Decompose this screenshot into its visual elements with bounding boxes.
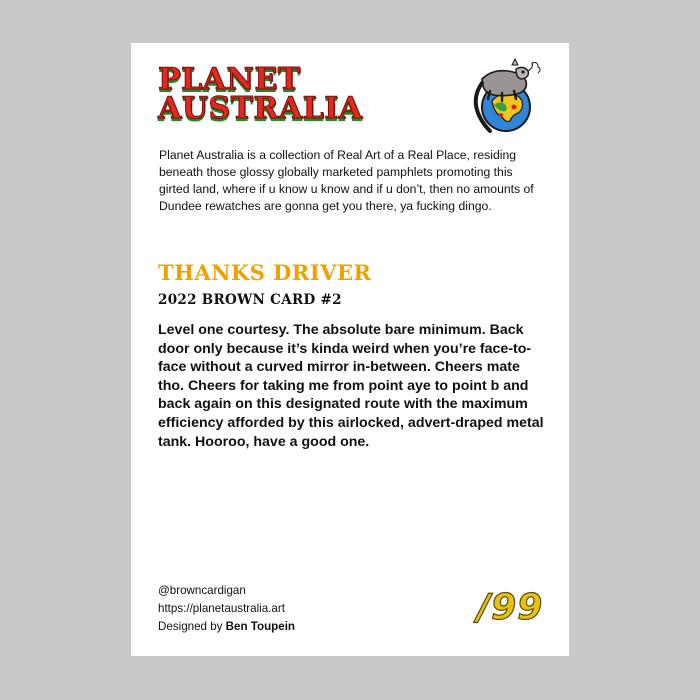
card-footer xyxy=(158,582,295,636)
social-handle: @browncardigan xyxy=(158,584,246,597)
designer-name: Ben Toupein xyxy=(225,620,296,633)
designed-by-label: Designed by xyxy=(158,620,226,633)
brand-line-2: AUSTRALIA xyxy=(158,91,363,126)
card-description: Level one courtesy. The absolute bare minimum. Back door only because it’s kinda weird when you’re face-to-face without a curved mirror in-between. Cheers mate tho. Cheers for taking me from point aye to point b and back again on this designated route with the maximum efficiency afforded by this airlocked, advert-draped metal tank. Hooroo, have a good one. xyxy=(158,322,544,450)
card-subtitle: 2022 BROWN CARD #2 xyxy=(158,292,342,308)
possum-globe-logo-icon xyxy=(468,57,546,137)
card-title: THANKS DRIVER xyxy=(158,260,372,285)
website-url: https://planetaustralia.art xyxy=(158,602,285,615)
trading-card xyxy=(131,43,569,656)
credit-line xyxy=(158,618,295,636)
brand-line-1: PLANET xyxy=(158,62,301,97)
brand-title xyxy=(158,62,363,126)
intro-paragraph: Planet Australia is a collection of Real Art of a Real Place, residing beneath those glossy globally marketed pamphlets promoting this girted land, where if u know u know and if u don’t, then no amounts of Dundee rewatches are gonna get you there, ya fucking dingo. xyxy=(159,148,534,213)
edition-count: /99 xyxy=(477,587,544,628)
